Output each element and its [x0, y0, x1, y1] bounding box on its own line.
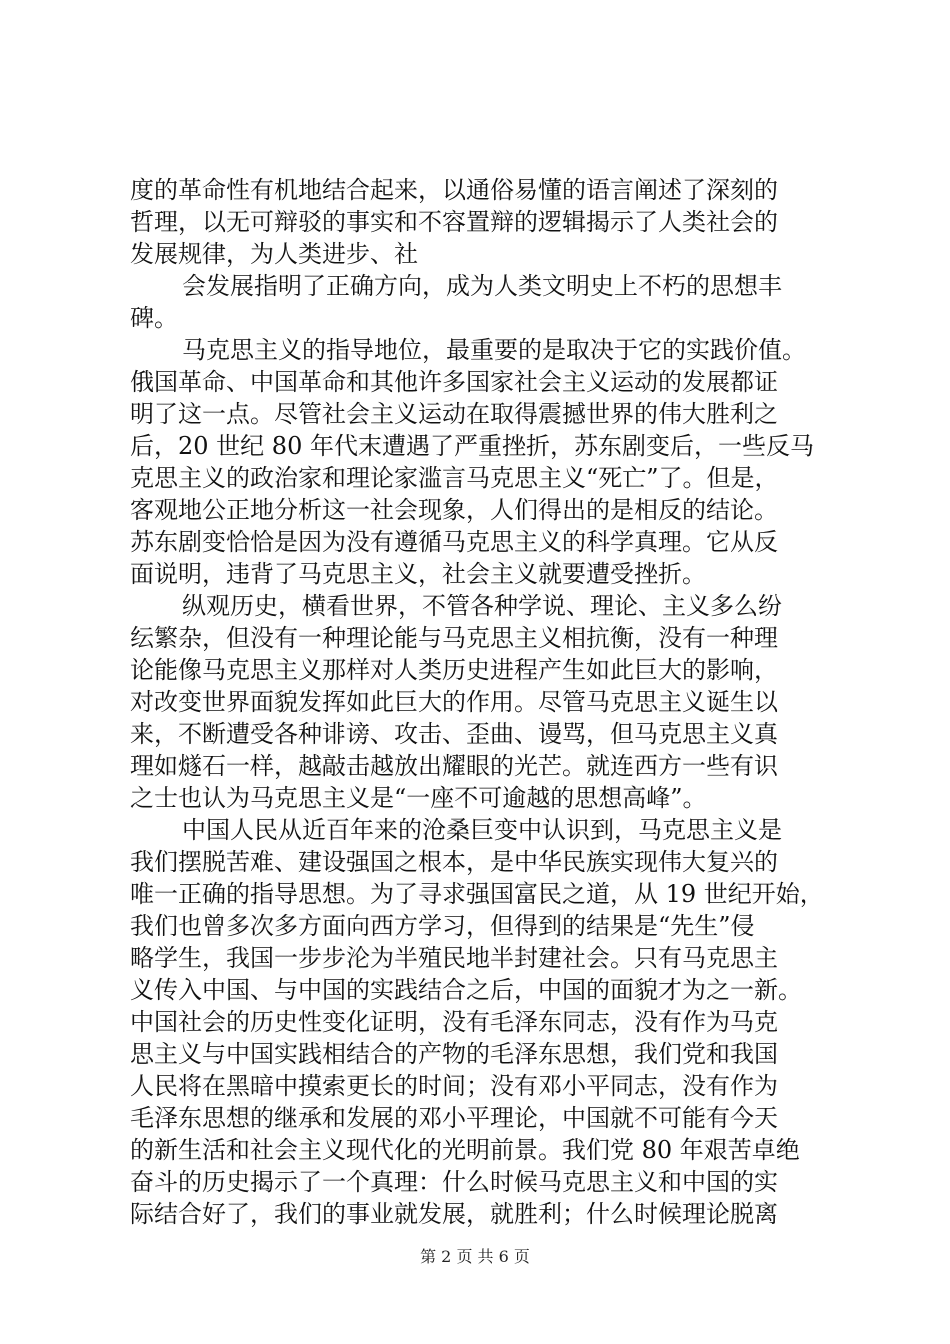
- text-line: 人民将在黑暗中摸索更长的时间；没有邓小平同志，没有作为: [130, 1072, 778, 1100]
- text-line: 我们也曾多次多方面向西方学习，但得到的结果是“先生”侵: [130, 912, 755, 940]
- text-line: 苏东剧变恰恰是因为没有遵循马克思主义的科学真理。它从反: [130, 528, 778, 556]
- text-line: 中国社会的历史性变化证明，没有毛泽东同志，没有作为马克: [130, 1008, 778, 1036]
- text-line: 后，20 世纪 80 年代末遭遇了严重挫折，苏东剧变后，一些反马: [130, 432, 814, 460]
- text-line: 碑。: [130, 304, 178, 332]
- text-line: 义传入中国、与中国的实践结合之后，中国的面貌才为之一新。: [130, 976, 802, 1004]
- text-line: 明了这一点。尽管社会主义运动在取得震撼世界的伟大胜利之: [130, 400, 778, 428]
- text-line: 唯一正确的指导思想。为了寻求强国富民之道，从 19 世纪开始，: [130, 880, 824, 908]
- text-line: 之士也认为马克思主义是“一座不可逾越的思想高峰”。: [130, 784, 707, 812]
- text-line: 毛泽东思想的继承和发展的邓小平理论，中国就不可能有今天: [130, 1104, 778, 1132]
- text-line: 会发展指明了正确方向，成为人类文明史上不朽的思想丰: [182, 272, 782, 300]
- text-line: 论能像马克思主义那样对人类历史进程产生如此巨大的影响，: [130, 656, 778, 684]
- text-line: 奋斗的历史揭示了一个真理：什么时候马克思主义和中国的实: [130, 1168, 778, 1196]
- text-line: 我们摆脱苦难、建设强国之根本，是中华民族实现伟大复兴的: [130, 848, 778, 876]
- text-line: 哲理，以无可辩驳的事实和不容置辩的逻辑揭示了人类社会的: [130, 208, 778, 236]
- text-line: 理如燧石一样，越敲击越放出耀眼的光芒。就连西方一些有识: [130, 752, 778, 780]
- paragraph-start-line: 中国人民从近百年来的沧桑巨变中认识到，马克思主义是: [182, 816, 782, 844]
- text-line: 对改变世界面貌发挥如此巨大的作用。尽管马克思主义诞生以: [130, 688, 778, 716]
- text-line: 客观地公正地分析这一社会现象，人们得出的是相反的结论。: [130, 496, 778, 524]
- body-text: [130, 174, 830, 1230]
- paragraph-start-line: 纵观历史，横看世界，不管各种学说、理论、主义多么纷: [182, 592, 782, 620]
- text-line: 面说明，违背了马克思主义，社会主义就要遭受挫折。: [130, 560, 706, 588]
- text-line: 的新生活和社会主义现代化的光明前景。我们党 80 年艰苦卓绝: [130, 1136, 800, 1164]
- text-line: 际结合好了，我们的事业就发展，就胜利；什么时候理论脱离: [130, 1200, 778, 1228]
- text-line: 度的革命性有机地结合起来，以通俗易懂的语言阐述了深刻的: [130, 176, 778, 204]
- paragraph-start-line: 马克思主义的指导地位，最重要的是取决于它的实践价值。: [182, 336, 806, 364]
- text-line: 克思主义的政治家和理论家滥言马克思主义“死亡”了。但是，: [130, 464, 779, 492]
- text-line: 思主义与中国实践相结合的产物的毛泽东思想，我们党和我国: [130, 1040, 778, 1068]
- text-line: 俄国革命、中国革命和其他许多国家社会主义运动的发展都证: [130, 368, 778, 396]
- page-number-footer: 第 2 页 共 6 页: [420, 1247, 530, 1266]
- text-line: 纭繁杂，但没有一种理论能与马克思主义相抗衡，没有一种理: [130, 624, 778, 652]
- text-line: 略学生，我国一步步沦为半殖民地半封建社会。只有马克思主: [130, 944, 778, 972]
- text-line: 发展规律，为人类进步、社: [130, 240, 418, 268]
- text-line: 来，不断遭受各种诽谤、攻击、歪曲、谩骂，但马克思主义真: [130, 720, 778, 748]
